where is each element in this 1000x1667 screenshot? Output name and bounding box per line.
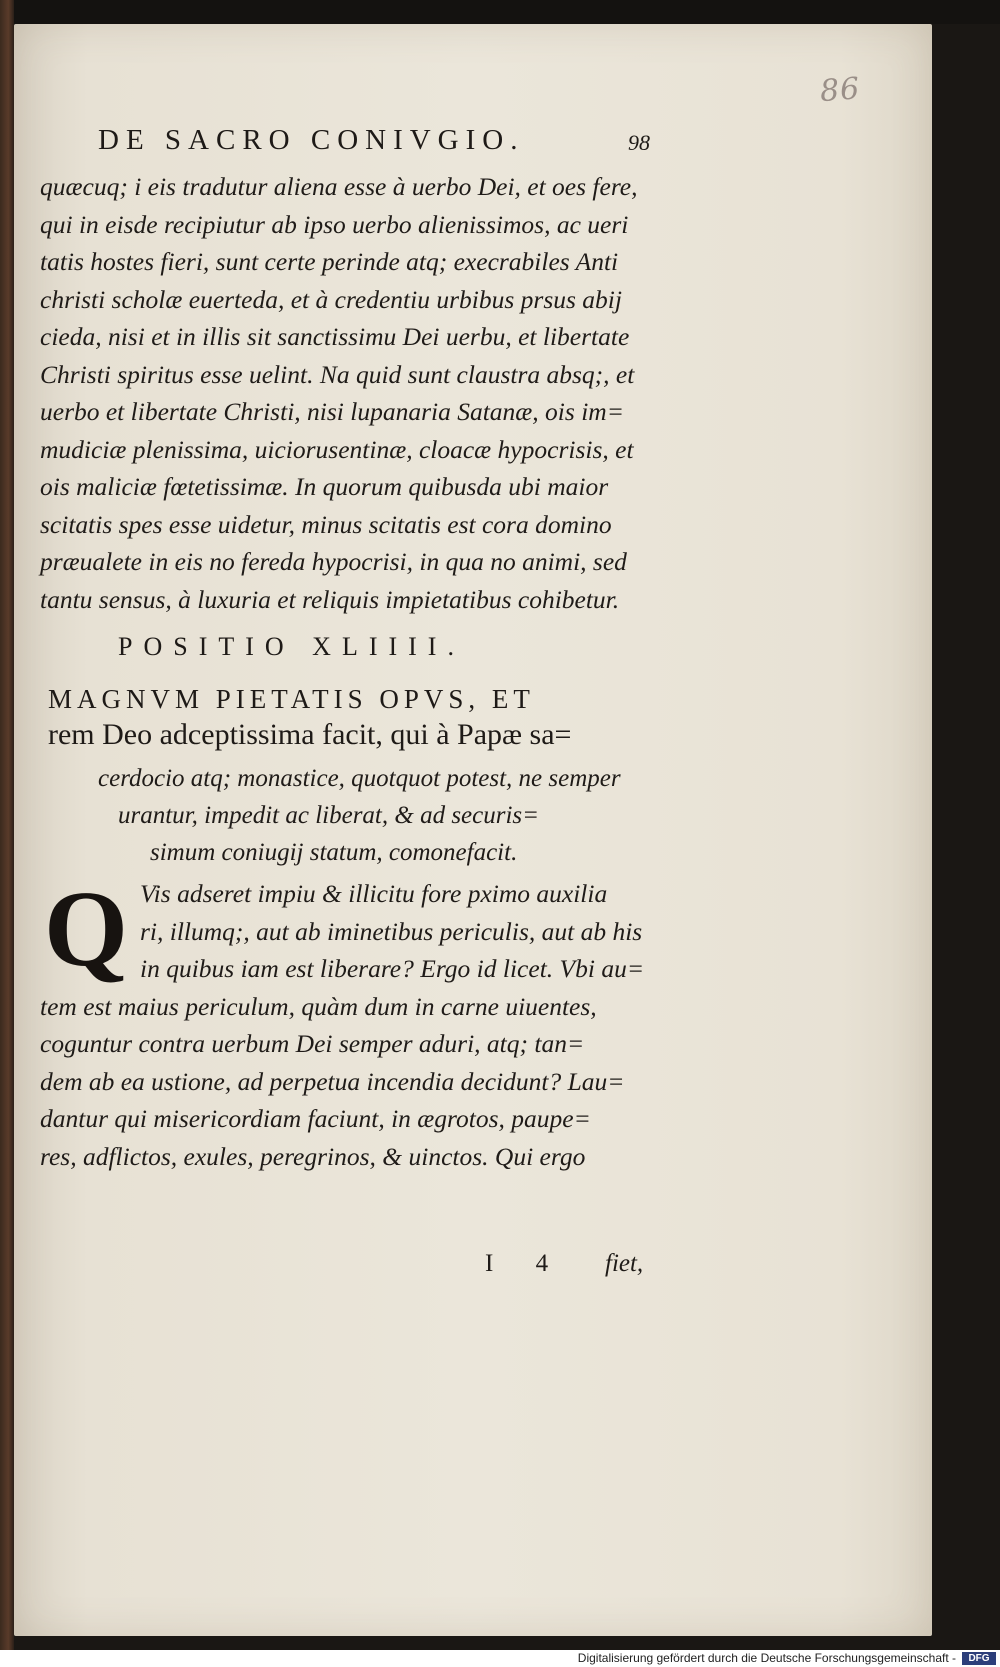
text-line: scitatis spes esse uidetur, minus scitatis est cora domino (40, 509, 612, 539)
text-line: dem ab ea ustione, ad perpetua incendia decidunt? Lau= (40, 1066, 625, 1096)
thesis-italic-line: cerdocio atq; monastice, quotquot potest, ne semper (98, 765, 621, 792)
text-line: res, adflictos, exules, peregrinos, & uinctos. Qui ergo (40, 1141, 586, 1171)
text-line: Christi spiritus esse uelint. Na quid sunt claustra absq;, et (40, 359, 635, 389)
text-line: Vis adseret impiu & illicitu fore pximo auxilia (140, 879, 608, 908)
scan-border (0, 0, 1000, 24)
text-line: ois maliciæ fœtetissimæ. In quorum quibusda ubi maior (40, 472, 609, 501)
book-spine-edge (0, 0, 14, 1667)
text-line: coguntur contra uerbum Dei semper aduri, atq; tan= (40, 1029, 585, 1058)
thesis-caps-line: MAGNVM PIETATIS OPVS, ET (48, 684, 535, 714)
text-line: uerbo et libertate Christi, nisi lupanaria Satanæ, ois im= (40, 397, 624, 426)
thesis-italic-line: simum coniugij statum, comonefacit. (150, 839, 518, 866)
text-line: cieda, nisi et in illis sit sanctissimu Dei uerbu, et libertate (40, 322, 630, 351)
drop-capital: Q (44, 870, 129, 989)
text-line: qui in eisde recipiutur ab ipso uerbo alienissimos, ac ueri (40, 209, 629, 239)
text-line: mudiciæ plenissima, uiciorusentinæ, cloacæ hypocrisis, et (40, 434, 634, 464)
page-number: 98 (628, 130, 650, 155)
text-line: christi scholæ euerteda, et à credentiu urbibus prsus abij (40, 284, 622, 314)
funding-credit: Digitalisierung gefördert durch die Deutsche Forschungsgemeinschaft - (577, 1651, 956, 1665)
running-title: DE SACRO CONIVGIO. (98, 124, 525, 156)
signature-mark: I 4 (485, 1250, 567, 1277)
dfg-logo: DFG (962, 1652, 996, 1665)
text-line: tatis hostes fieri, sunt certe perinde atq; execrabiles Anti (40, 247, 619, 276)
text-line: tantu sensus, à luxuria et reliquis impietatibus cohibetur. (40, 584, 620, 614)
positio-heading: POSITIO XLIIII. (118, 632, 465, 661)
text-line: in quibus iam est liberare? Ergo id licet. Vbi au= (140, 954, 645, 983)
text-line: ri, illumq;, aut ab iminetibus periculis, aut ab his (140, 916, 643, 946)
thesis-italic-line: urantur, impedit ac liberat, & ad securis= (118, 802, 540, 829)
thesis-roman-line: rem Deo adceptissima facit, qui à Papæ sa= (48, 718, 572, 751)
text-line: præualete in eis no fereda hypocrisi, in qua no animi, sed (40, 547, 627, 576)
text-line: tem est maius periculum, quàm dum in carne uiuentes, (40, 991, 597, 1021)
catchword: fiet, (605, 1250, 644, 1277)
text-line: dantur qui misericordiam faciunt, in ægrotos, paupe= (40, 1104, 591, 1133)
paragraph-1 (40, 168, 680, 618)
page-foot (485, 1250, 685, 1290)
text-line: quæcuq; i eis tradutur aliena esse à uerbo Dei, et oes fere, (40, 172, 638, 201)
paragraph-2 (40, 870, 680, 1175)
digitization-footer (0, 1650, 1000, 1667)
running-header (98, 124, 678, 164)
margin-note: 86 (818, 71, 862, 110)
